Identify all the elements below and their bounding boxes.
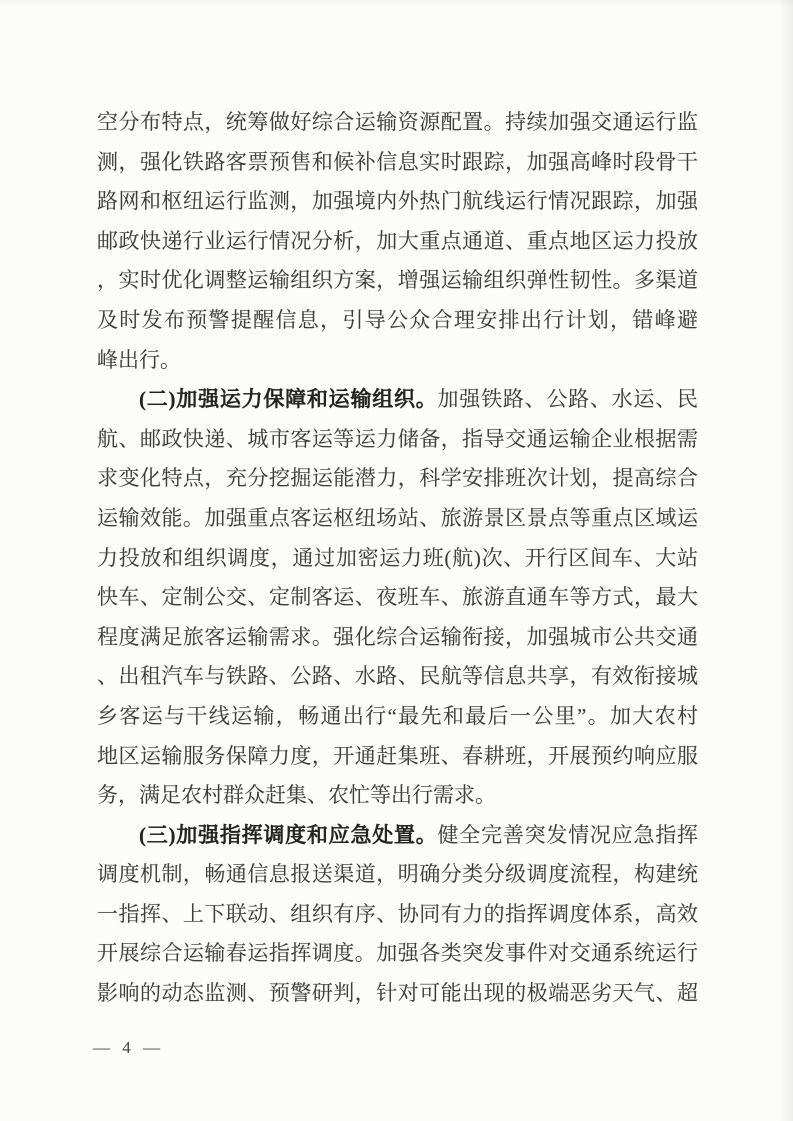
text-line-content: 求变化特点，充分挖掘运能潜力，科学安排班次计划，提高综合	[97, 466, 698, 491]
text-line-content: 邮政快递行业运行情况分析，加大重点通道、重点地区运力投放	[97, 228, 698, 253]
text-line	[97, 697, 698, 737]
text-line	[97, 103, 698, 143]
text-line-content: 健全完善突发情况应急指挥	[437, 822, 698, 847]
text-line	[97, 420, 698, 460]
text-line	[97, 895, 698, 935]
text-line-content: ，实时优化调整运输组织方案，增强运输组织弹性韧性。多渠道	[97, 268, 698, 293]
text-line-content: 路网和枢纽运行监测，加强境内外热门航线运行情况跟踪，加强	[97, 189, 698, 214]
text-line	[97, 459, 698, 499]
text-line-content: 务，满足农村群众赶集、农忙等出行需求。	[97, 783, 496, 808]
text-line	[97, 380, 698, 420]
text-line-content: 、出租汽车与铁路、公路、水路、民航等信息共享，有效衔接城	[97, 664, 698, 689]
text-line	[97, 301, 698, 341]
text-line	[97, 499, 698, 539]
text-line	[97, 737, 698, 777]
text-line	[97, 618, 698, 658]
text-line-content: 开展综合运输春运指挥调度。加强各类突发事件对交通系统运行	[97, 941, 698, 966]
text-line-content: 运输效能。加强重点客运枢纽场站、旅游景区景点等重点区域运	[97, 505, 698, 530]
section-heading: (二)加强运力保障和运输组织。	[139, 387, 438, 412]
text-line-content: 及时发布预警提醒信息，引导公众合理安排出行计划，错峰避	[97, 307, 698, 332]
text-line-content: 加强铁路、公路、水运、民	[437, 387, 698, 412]
text-line-content: 航、邮政快递、城市客运等运力储备，指导交通运输企业根据需	[97, 426, 698, 451]
text-line	[97, 182, 698, 222]
text-line	[97, 934, 698, 974]
text-line-content: 快车、定制公交、定制客运、夜班车、旅游直通车等方式，最大	[97, 585, 698, 610]
text-line-content: 影响的动态监测、预警研判，针对可能出现的极端恶劣天气、超	[97, 981, 698, 1006]
text-line-content: 力投放和组织调度，通过加密运力班(航)次、开行区间车、大站	[97, 545, 698, 570]
text-line	[97, 539, 698, 579]
text-line-content: 峰出行。	[97, 347, 181, 372]
text-line-content: 测，强化铁路客票预售和候补信息实时跟踪，加强高峰时段骨干	[97, 149, 698, 174]
text-line-content: 地区运输服务保障力度，开通赶集班、春耕班，开展预约响应服	[97, 743, 698, 768]
text-line	[97, 341, 698, 381]
scan-top-shadow	[0, 0, 793, 8]
document-body	[97, 103, 698, 1014]
text-line-content: 一指挥、上下联动、组织有序、协同有力的指挥调度体系，高效	[97, 901, 698, 926]
text-line	[97, 816, 698, 856]
text-line-content: 乡客运与干线运输，畅通出行“最先和最后一公里”。加大农村	[97, 703, 698, 728]
text-line	[97, 578, 698, 618]
text-line	[97, 657, 698, 697]
page-number: — 4 —	[93, 1038, 162, 1057]
text-line-content: 程度满足旅客运输需求。强化综合运输衔接，加强城市公共交通	[97, 624, 698, 649]
text-line	[97, 143, 698, 183]
text-line	[97, 855, 698, 895]
section-heading: (三)加强指挥调度和应急处置。	[139, 822, 438, 847]
text-line	[97, 261, 698, 301]
scan-edge-shadow	[779, 0, 793, 1121]
text-line	[97, 974, 698, 1014]
text-line-content: 空分布特点，统筹做好综合运输资源配置。持续加强交通运行监	[97, 110, 698, 134]
text-line-content: 调度机制，畅通信息报送渠道，明确分类分级调度流程，构建统	[97, 862, 698, 887]
text-line	[97, 776, 698, 816]
text-line	[97, 222, 698, 262]
